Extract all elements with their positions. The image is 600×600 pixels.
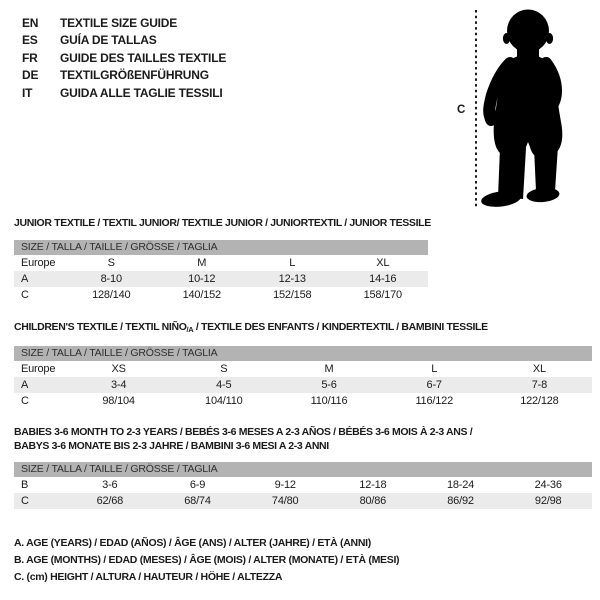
- section-title-line: [14, 321, 592, 337]
- table-cell: XL: [532, 362, 546, 375]
- section-title-line: [14, 440, 592, 454]
- table-cell: 5-6: [321, 378, 337, 391]
- row-label: C: [21, 394, 29, 407]
- section-title-text: JUNIOR TEXTILE / TEXTIL JUNIOR/ TEXTILE JUNIOR / JUNIORTEXTIL / JUNIOR TESSILE: [14, 217, 431, 229]
- table-cell: 74/80: [271, 495, 299, 507]
- language-title: GUIDA ALLE TAGLIE TESSILI: [60, 85, 223, 100]
- section-junior-textile: [14, 217, 431, 303]
- table-row: [14, 393, 592, 409]
- table-row: [14, 287, 428, 303]
- section-title-text: BABIES 3-6 MONTH TO 2-3 YEARS / BEBÉS 3-6 MESES A 2-3 AÑOS / BÉBÉS 3-6 MOIS À 2-3 ANS /: [14, 426, 473, 438]
- table-cell: 6-9: [189, 479, 206, 491]
- table-cell: 24-36: [534, 479, 562, 491]
- language-title: TEXTILGRÖßENFÜHRUNG: [60, 68, 209, 83]
- size-table-header: SIZE / TALLA / TAILLE / GRÖSSE / TAGLIA: [14, 462, 592, 477]
- table-cell: 18-24: [446, 479, 475, 491]
- table-cell: 14-16: [369, 272, 397, 285]
- table-cell: 12-18: [359, 479, 387, 491]
- language-title-row: [22, 67, 226, 84]
- table-cell: M: [197, 256, 207, 269]
- language-code: DE: [22, 68, 39, 83]
- table-cell: 122/128: [520, 394, 559, 407]
- section-title: [14, 321, 592, 337]
- size-table: [14, 346, 592, 409]
- table-cell: 110/116: [310, 394, 348, 407]
- table-cell: S: [220, 362, 228, 375]
- table-cell: 9-12: [274, 479, 296, 491]
- section-title-text: /A: [186, 325, 194, 334]
- language-code: ES: [22, 33, 38, 48]
- section-title-line: [14, 426, 592, 440]
- footnote-line: B. AGE (MONTHS) / EDAD (MESES) / ÂGE (MOIS) / ALTER (MONATE) / ETÀ (MESI): [14, 554, 400, 567]
- language-title-row: [22, 85, 226, 102]
- size-table: [14, 240, 428, 303]
- table-cell: XS: [111, 362, 126, 375]
- table-cell: 7-8: [531, 378, 548, 391]
- table-row: [14, 493, 592, 509]
- row-label: Europe: [21, 362, 56, 375]
- table-cell: 152/158: [273, 288, 312, 301]
- language-code: EN: [22, 16, 39, 30]
- table-cell: 98/104: [102, 394, 135, 407]
- footnote-legend: [14, 535, 399, 587]
- height-marker-label: C: [457, 104, 466, 116]
- row-label: Europe: [21, 256, 56, 269]
- language-code: FR: [22, 50, 38, 65]
- language-title: TEXTILE SIZE GUIDE: [60, 16, 178, 30]
- size-table: [14, 462, 592, 509]
- table-cell: 158/170: [363, 288, 402, 301]
- table-cell: S: [107, 256, 115, 269]
- section-childrens-textile: [14, 321, 592, 409]
- table-cell: 68/74: [184, 495, 211, 507]
- language-code: IT: [22, 85, 33, 100]
- table-cell: 8-10: [100, 272, 122, 285]
- table-row: [14, 361, 592, 377]
- table-row: [14, 255, 428, 271]
- table-cell: 140/152: [182, 288, 221, 301]
- row-label: C: [21, 288, 29, 301]
- table-row: [14, 377, 592, 393]
- table-cell: 80/86: [359, 495, 387, 507]
- table-cell: XL: [376, 256, 390, 269]
- section-title-text: CHILDREN'S TEXTILE / TEXTIL NIÑO: [14, 321, 187, 333]
- table-cell: 62/68: [96, 495, 124, 507]
- table-cell: 92/98: [534, 495, 562, 507]
- language-title-row: [22, 50, 226, 67]
- size-table-header: SIZE / TALLA / TAILLE / GRÖSSE / TAGLIA: [14, 240, 428, 255]
- footnote-line: A. AGE (YEARS) / EDAD (AÑOS) / ÂGE (ANS) / ALTER (JAHRE) / ETÀ (ANNI): [14, 537, 371, 549]
- table-row: [14, 271, 428, 287]
- toddler-figure: [440, 0, 600, 215]
- language-title: GUIDE DES TAILLES TEXTILE: [60, 50, 227, 65]
- section-title: [14, 217, 431, 231]
- section-babies-textile: [14, 426, 592, 509]
- language-title-row: [22, 15, 226, 32]
- table-cell: 12-13: [278, 272, 306, 285]
- table-cell: 6-7: [426, 378, 442, 391]
- table-cell: 10-12: [188, 272, 216, 285]
- row-label: C: [21, 495, 29, 507]
- table-cell: M: [324, 362, 334, 375]
- table-cell: 4-5: [216, 378, 232, 391]
- table-cell: 86/92: [447, 495, 474, 507]
- table-cell: L: [431, 362, 438, 375]
- table-cell: 3-6: [102, 479, 118, 491]
- table-cell: 3-4: [110, 378, 127, 391]
- table-cell: L: [289, 256, 296, 269]
- table-row: [14, 477, 592, 493]
- section-title-text: / TEXTILE DES ENFANTS / KINDERTEXTIL / BAMBINI TESSILE: [193, 321, 488, 333]
- table-cell: 104/110: [205, 394, 243, 407]
- row-label: B: [21, 479, 29, 491]
- section-title-text: BABYS 3-6 MONATE BIS 2-3 JAHRE / BAMBINI 3-6 MESI A 2-3 ANNI: [14, 439, 329, 452]
- language-title: GUÍA DE TALLAS: [60, 33, 157, 48]
- footnote-line: C. (cm) HEIGHT / ALTURA / HAUTEUR / HÖHE / ALTEZZA: [14, 571, 283, 584]
- section-title-line: [14, 217, 431, 231]
- table-cell: 116/122: [415, 394, 453, 407]
- row-label: A: [21, 378, 29, 391]
- table-cell: 128/140: [92, 288, 131, 301]
- toddler-silhouette: [480, 10, 562, 209]
- language-title-list: [22, 15, 226, 102]
- language-title-row: [22, 32, 226, 49]
- row-label: A: [21, 272, 29, 285]
- section-title: [14, 426, 592, 453]
- size-table-header: SIZE / TALLA / TAILLE / GRÖSSE / TAGLIA: [14, 346, 592, 361]
